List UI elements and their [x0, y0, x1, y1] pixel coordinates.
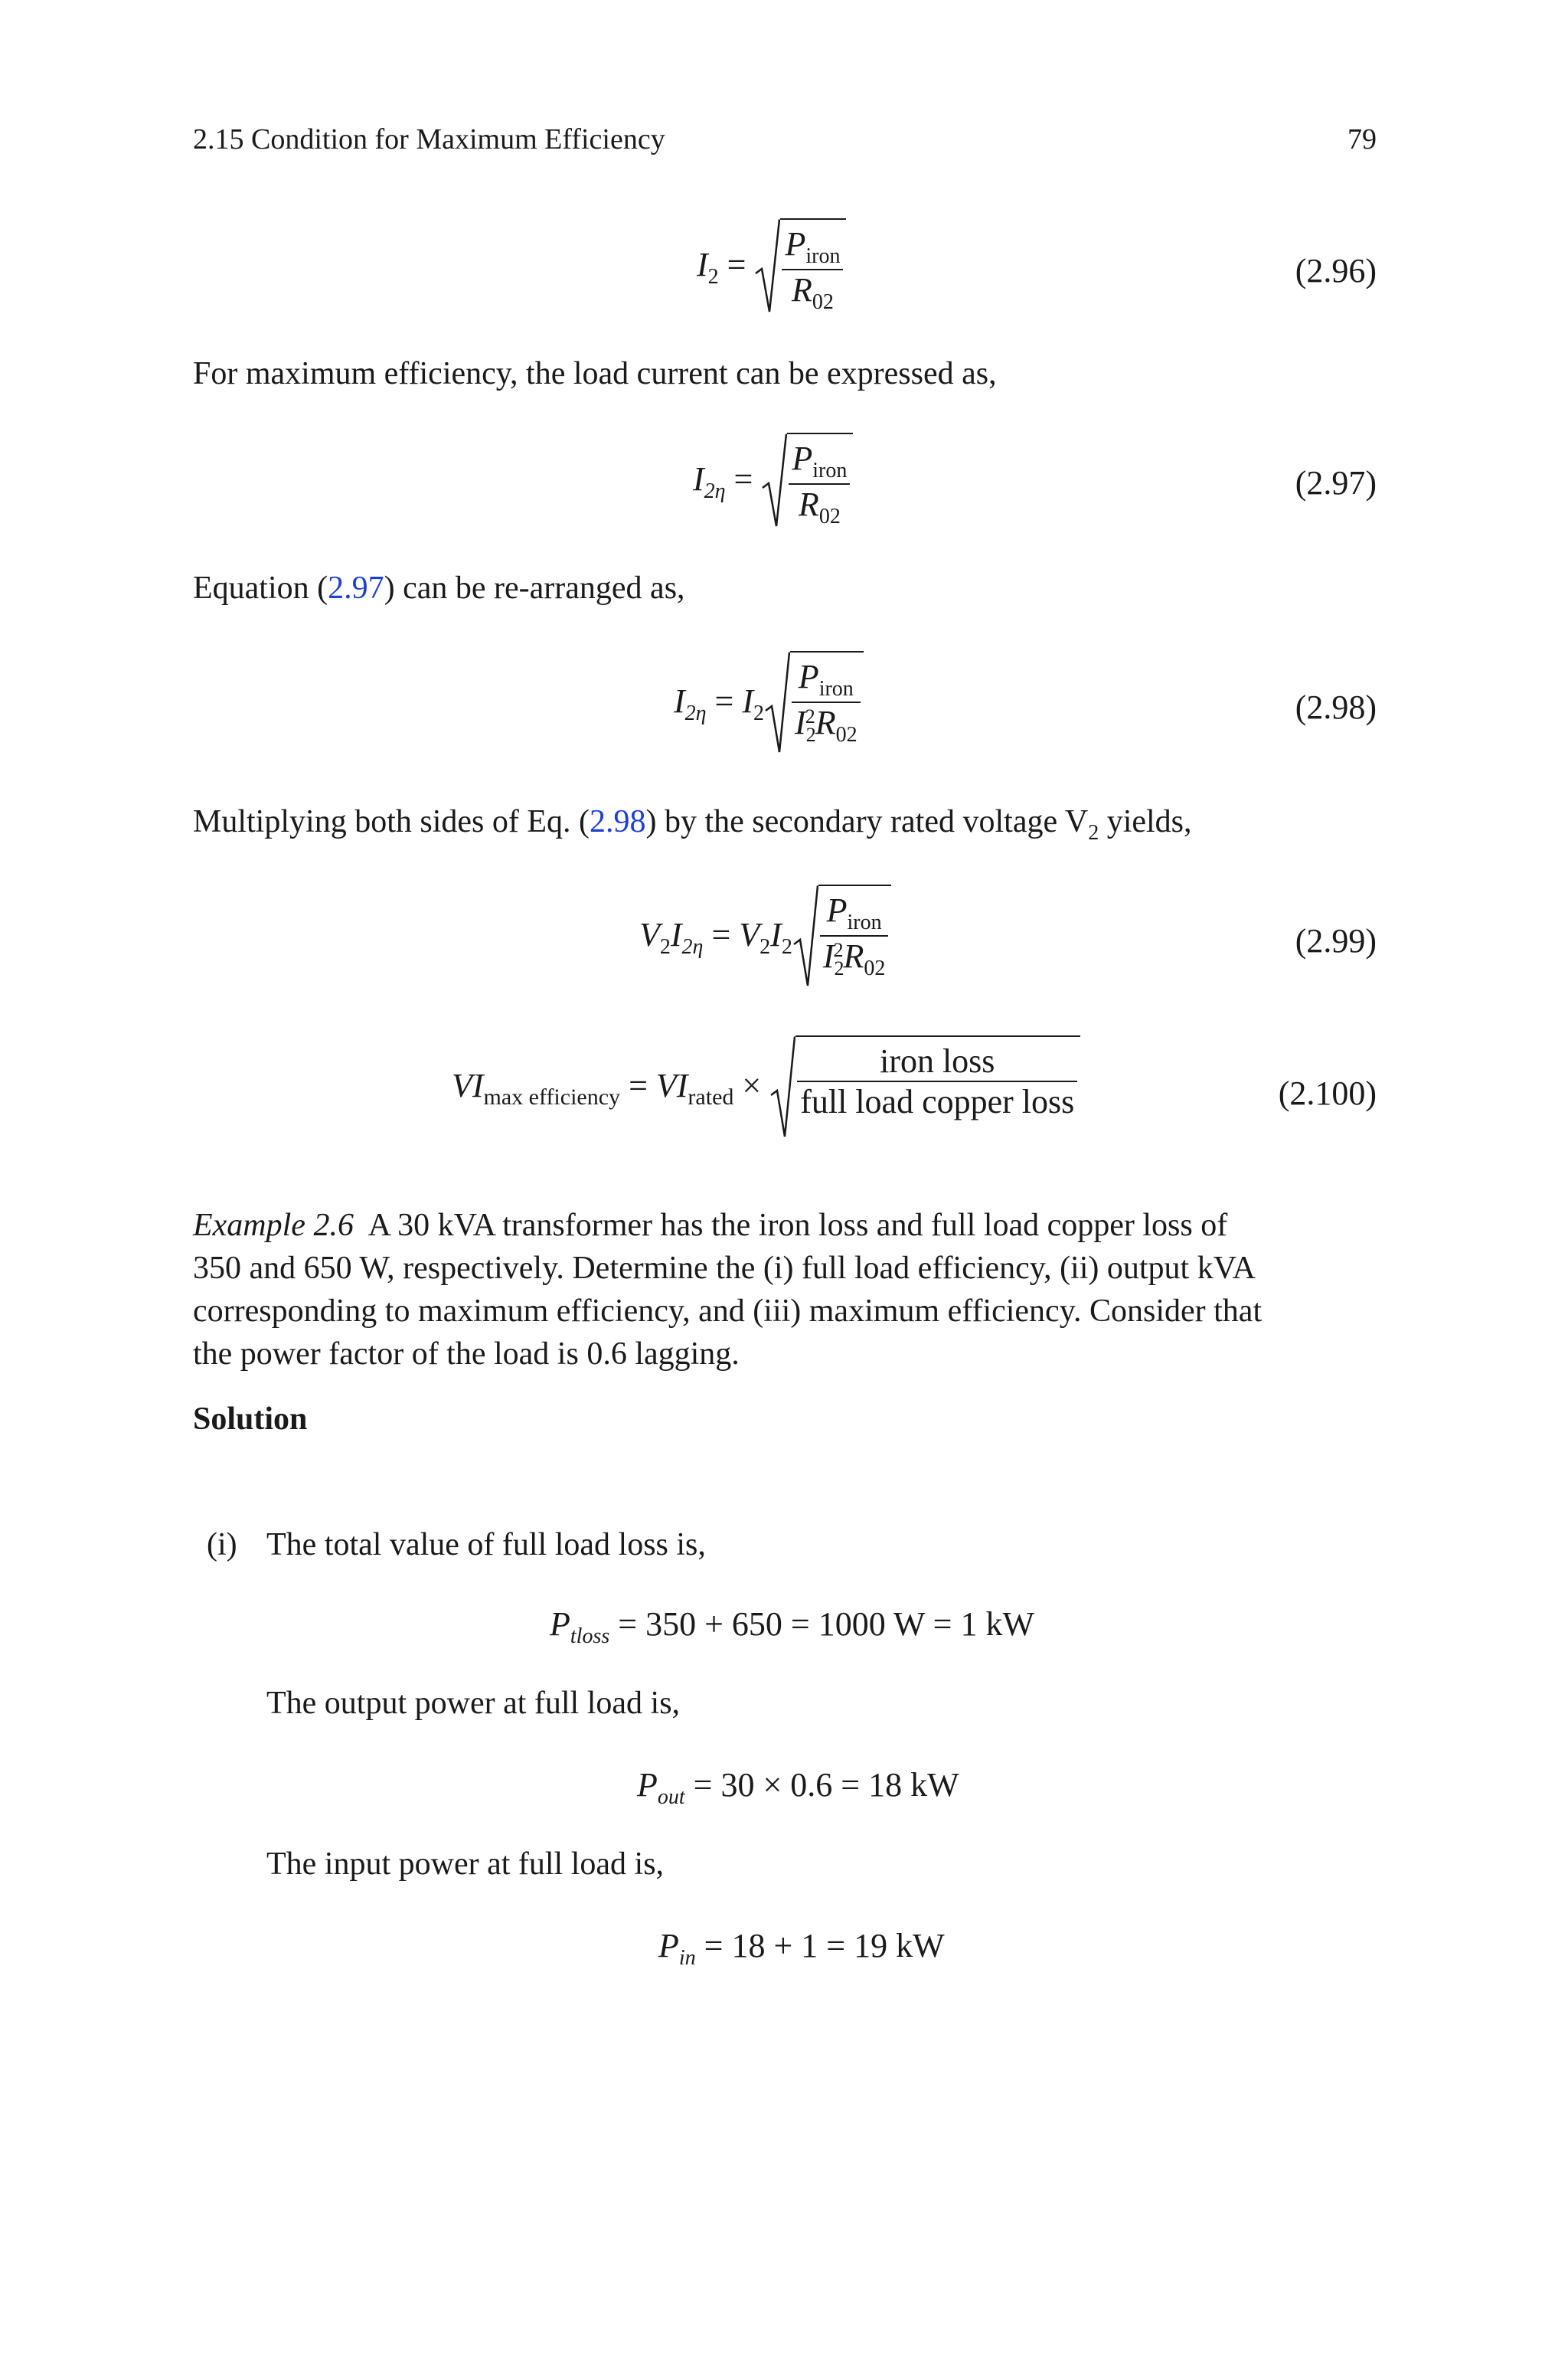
equation-number: (2.100): [1278, 1075, 1377, 1112]
page-number: 79: [1348, 123, 1377, 155]
equation-number: (2.96): [1295, 252, 1377, 289]
equation-2-97: $I_{2\eta}$ = $\frac{P_{iron}}{R_{02}}$: [693, 433, 853, 532]
example-label: Example 2.6: [193, 1208, 354, 1243]
list-item-text: The total value of full load loss is,: [266, 1527, 706, 1562]
equation-2-98: $I_{2\eta} = I_2$ $\frac{P_{iron}}{I_2^2R_{02}}$: [674, 651, 864, 758]
equation-pout: $P_{out} = 30 \times 0.6 = 18$ kW: [637, 1766, 959, 1809]
equation-pin: $P_{in} = 18 + 1 = 19$ kW: [658, 1927, 945, 1970]
running-header: 2.15 Condition for Maximum Efficiency: [193, 123, 665, 155]
equation-number: (2.97): [1295, 464, 1377, 502]
paragraph: The input power at full load is,: [266, 1846, 665, 1882]
example-paragraph: the power factor of the load is 0.6 lagging.: [193, 1336, 740, 1372]
paragraph: The output power at full load is,: [266, 1686, 681, 1721]
equation-2-100: $VI_{max efficiency} = VI_{rated}$ × $\frac{\text{iron loss}}{\text{full load copper loss}}$: [452, 1035, 1080, 1143]
paragraph: Multiplying both sides of Eq. (2.98) by the secondary rated voltage $V_2$ yields,: [193, 804, 1192, 845]
list-item-label: (i): [207, 1527, 237, 1562]
equation-2-99: $V_2I_{2\eta} = V_2I_2$ $\frac{P_{iron}}{I_2^2R_{02}}$: [639, 885, 891, 992]
paragraph: Equation (2.97) can be re-arranged as,: [193, 571, 685, 606]
paragraph: For maximum efficiency, the load current can be expressed as,: [193, 356, 997, 391]
equation-link[interactable]: 2.97: [328, 571, 384, 606]
example-paragraph: Example 2.6 A 30 kVA transformer has the iron loss and full load copper loss of: [193, 1208, 1228, 1243]
equation-ptloss: $P_{tloss} = 350 + 650 = 1000$ W = 1 kW: [550, 1605, 1034, 1648]
equation-2-96: $I_2$ = $\frac{P_{iron}}{R_{02}}$: [697, 218, 846, 318]
example-paragraph: corresponding to maximum efficiency, and (iii) maximum efficiency. Consider that: [193, 1294, 1263, 1329]
equation-link[interactable]: 2.98: [590, 804, 646, 839]
example-paragraph: 350 and 650 W, respectively. Determine the (i) full load efficiency, (ii) output kVA: [193, 1251, 1256, 1286]
equation-number: (2.99): [1295, 922, 1377, 960]
solution-heading: Solution: [193, 1402, 308, 1437]
equation-number: (2.98): [1295, 689, 1377, 726]
